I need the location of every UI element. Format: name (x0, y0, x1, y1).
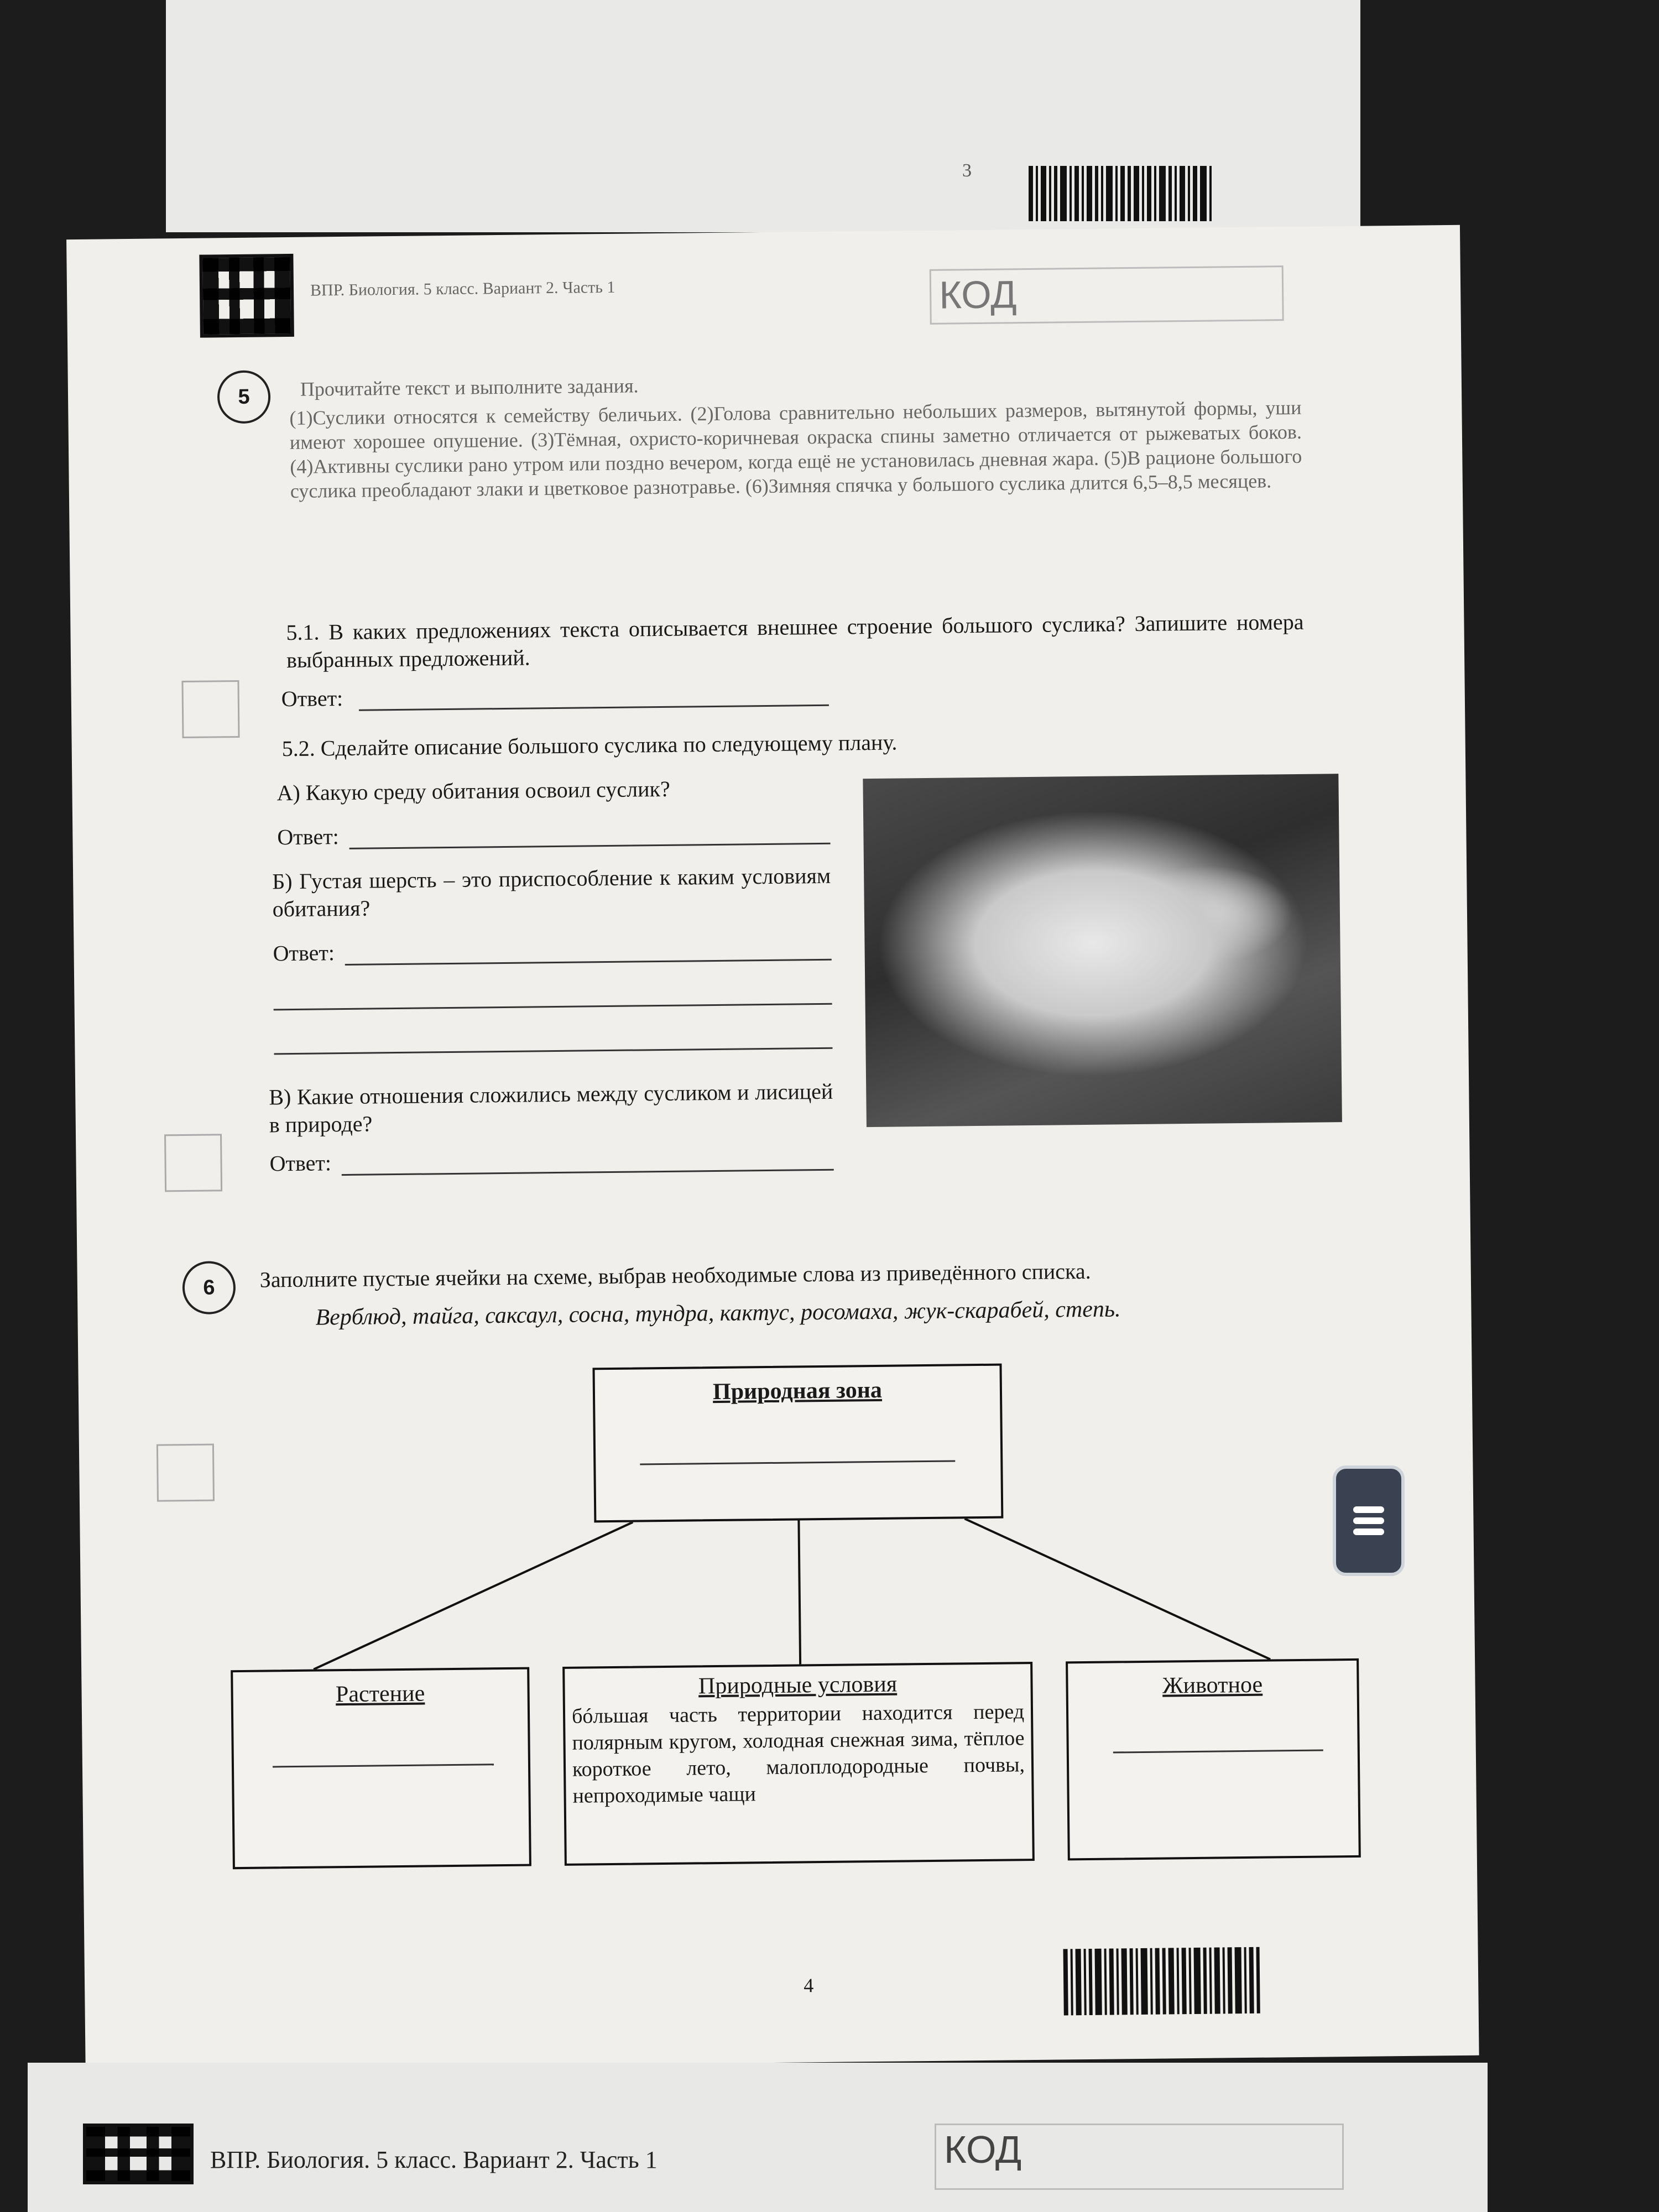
natural-conditions-title: Природные условия (698, 1671, 898, 1699)
next-page-code-label: КОД (944, 2128, 1022, 2171)
connector-right (964, 1516, 1270, 1663)
natural-zone-title: Природная зона (712, 1377, 883, 1405)
animal-title: Животное (1162, 1672, 1263, 1699)
animal-answer-line[interactable] (1113, 1750, 1323, 1754)
task-5-number: 5 (217, 370, 271, 424)
next-page (28, 2063, 1488, 2212)
answer-label-5-2-a: Ответ: (277, 824, 340, 850)
code-label: КОД (938, 273, 1017, 317)
natural-zone-answer-line[interactable] (640, 1460, 955, 1465)
menu-handle-button[interactable] (1333, 1465, 1405, 1576)
barcode-icon (1029, 166, 1212, 221)
natural-conditions-text: бóльшая часть территории находится перед полярным кругом, холодная снежная зима, тёплое короткое лето, малоплодородные почвы, непроходимые чащи (571, 1700, 1025, 1808)
next-page-header-title: ВПР. Биология. 5 класс. Вариант 2. Часть 1 (210, 2146, 658, 2173)
next-page-code-field[interactable] (935, 2124, 1344, 2190)
page-header-title: ВПР. Биология. 5 класс. Вариант 2. Часть 1 (310, 278, 615, 300)
plant-box (231, 1667, 531, 1870)
natural-conditions-box (562, 1662, 1035, 1866)
qr-code-icon (83, 2124, 194, 2184)
question-5-2-a: А) Какую среду обитания освоил суслик? (276, 776, 670, 806)
worksheet-page (66, 225, 1479, 2070)
task-6-number: 6 (182, 1261, 236, 1314)
plant-title: Растение (335, 1681, 425, 1708)
previous-page-number: 3 (962, 160, 972, 181)
question-5-2-c: В) Какие отношения сложились между сусликом и лисицей в природе? (269, 1078, 833, 1138)
connector-left (312, 1522, 634, 1670)
connector-middle (799, 1520, 800, 1664)
word-list: Верблюд, тайга, саксаул, сосна, тундра, кактус, росомаха, жук-скарабей, степь. (315, 1296, 1121, 1331)
page-number: 4 (803, 1974, 814, 1997)
answer-label-5-2-b: Ответ: (273, 940, 335, 966)
question-5-2: 5.2. Сделайте описание большого суслика по следующему плану. (281, 729, 898, 761)
menu-handle-icon (1353, 1502, 1384, 1540)
question-5-2-b: Б) Густая шерсть – это приспособление к каким условиям обитания? (272, 863, 831, 922)
answer-label-5-1: Ответ: (281, 686, 343, 712)
natural-zone-box (592, 1364, 1003, 1523)
task-6-instruction: Заполните пустые ячейки на схеме, выбрав необходимые слова из приведённого списка. (259, 1258, 1091, 1292)
task-5-instruction: Прочитайте текст и выполните задания. (300, 374, 639, 400)
plant-answer-line[interactable] (273, 1764, 494, 1767)
animal-box (1066, 1658, 1361, 1861)
task-5-text: (1)Суслики относятся к семейству беличьих. (2)Голова сравнительно небольших размеров, вытянутой формы, уши имеют хорошее опушение. (3)Тёмная, охристо-коричневая окраска спины заметно отличается от рыжеватых боков. (4)Активны суслики рано утром или поздно вечером, когда ещё не установилась дневная жара. (5)В рационе большого суслика преобладают злаки и цветковое разнотравье. (6)Зимняя спячка у большого суслика длится 6,5–8,5 месяцев. (289, 396, 1302, 502)
answer-label-5-2-c: Ответ: (269, 1150, 332, 1176)
previous-page (166, 0, 1360, 232)
barcode-icon (1063, 1947, 1260, 2016)
question-5-1: 5.1. В каких предложениях текста описывается внешнее строение большого суслика? Запишите номера выбранных предложений. (286, 609, 1304, 673)
